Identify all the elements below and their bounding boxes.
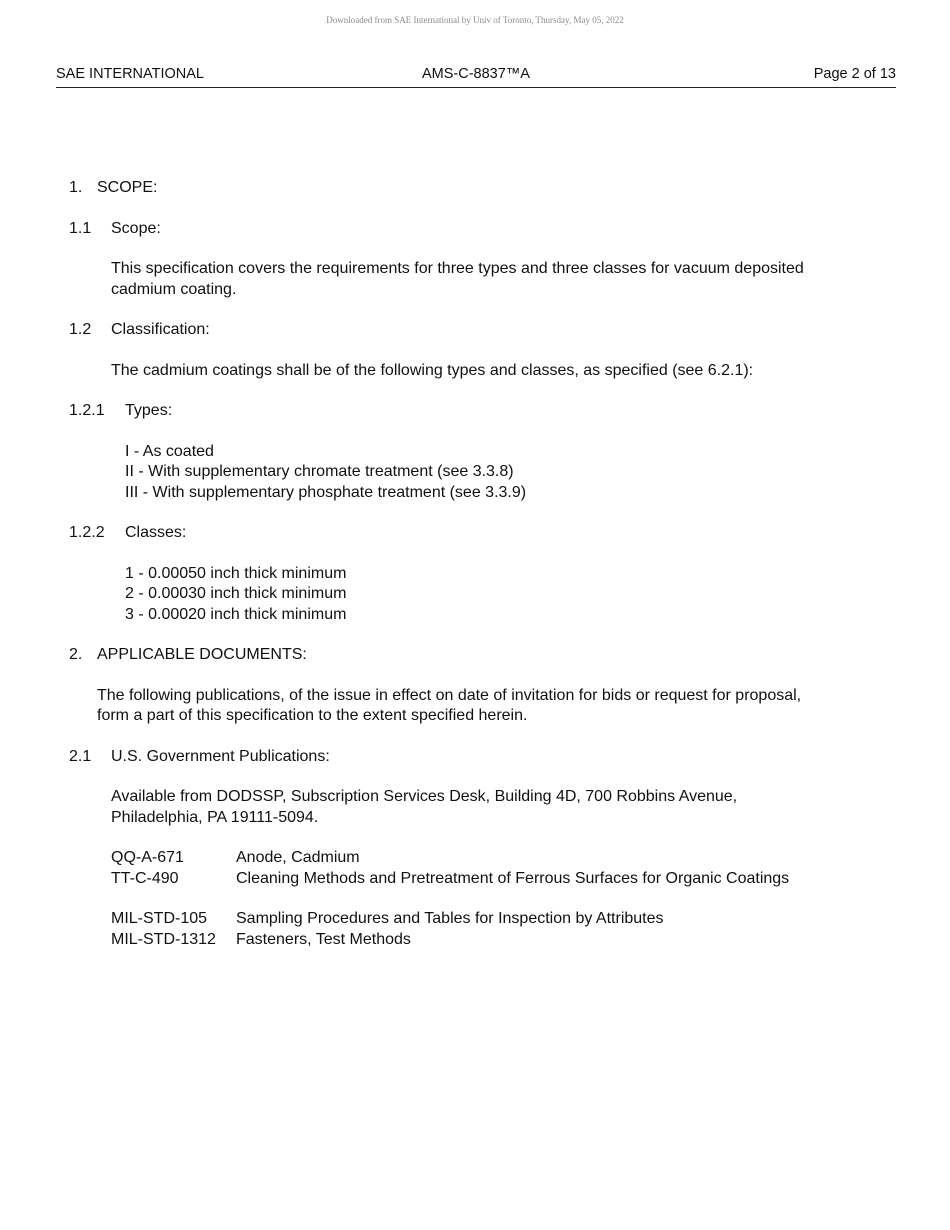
paragraph: The following publications, of the issue in effect on date of invitation for bids or request for proposal, form a part of this specification to the extent specified herein. <box>97 686 802 724</box>
section-title: Classification: <box>111 321 210 338</box>
list-item: 2 - 0.00030 inch thick minimum <box>125 585 347 602</box>
section-number: 2. <box>69 646 83 663</box>
reference-code: TT-C-490 <box>111 869 179 887</box>
section-number: 1.2.2 <box>69 524 105 541</box>
section-heading <box>69 523 889 544</box>
reference-title: Fasteners, Test Methods <box>236 930 411 948</box>
section-number: 1. <box>69 179 83 196</box>
list-item: I - As coated <box>125 442 214 460</box>
section-number: 1.2.1 <box>69 402 105 419</box>
section-title: Classes: <box>125 524 187 541</box>
types-list <box>69 442 889 504</box>
reference-list <box>69 848 889 950</box>
document-id: AMS-C-8837™A <box>422 66 530 82</box>
paragraph: This specification covers the requirements for three types and three classes for vacuum deposited cadmium coating. <box>111 260 804 298</box>
page-number: Page 2 of 13 <box>813 66 896 82</box>
reference-row <box>111 848 889 869</box>
list-item: III - With supplementary phosphate treatment (see 3.3.9) <box>125 483 527 501</box>
section-number: 1.2 <box>69 321 92 338</box>
reference-title: Sampling Procedures and Tables for Inspection by Attributes <box>236 910 664 927</box>
section-heading <box>69 219 889 240</box>
reference-row <box>111 909 889 930</box>
page-header <box>56 66 896 88</box>
reference-code: MIL-STD-105 <box>111 910 208 927</box>
reference-title: Anode, Cadmium <box>236 849 360 866</box>
section-number: 1.1 <box>69 219 92 237</box>
section-heading <box>69 645 889 666</box>
reference-row <box>111 869 889 890</box>
reference-code: MIL-STD-1312 <box>111 930 216 948</box>
list-item: 1 - 0.00050 inch thick minimum <box>125 564 347 582</box>
section-title: Types: <box>125 402 173 419</box>
list-item: 3 - 0.00020 inch thick minimum <box>125 605 347 623</box>
list-item: II - With supplementary chromate treatment (see 3.3.8) <box>125 463 514 480</box>
reference-title: Cleaning Methods and Pretreatment of Ferrous Surfaces for Organic Coatings <box>236 869 790 887</box>
download-watermark: Downloaded from SAE International by Univ of Toronto, Thursday, May 05, 2022 <box>326 15 624 25</box>
section-heading <box>69 320 889 341</box>
section-title: APPLICABLE DOCUMENTS: <box>97 646 307 663</box>
section-heading <box>69 178 889 199</box>
organization-name: SAE INTERNATIONAL <box>56 66 204 82</box>
section-number: 2.1 <box>69 747 92 765</box>
document-body <box>69 178 889 950</box>
section-title: SCOPE: <box>97 179 158 196</box>
section-title: U.S. Government Publications: <box>111 747 330 765</box>
paragraph: Available from DODSSP, Subscription Services Desk, Building 4D, 700 Robbins Avenue, Philadelphia, PA 19111-5094. <box>111 788 738 826</box>
classes-list <box>69 564 889 626</box>
section-heading <box>69 747 889 768</box>
reference-row <box>111 930 889 951</box>
section-title: Scope: <box>111 219 161 237</box>
section-heading <box>69 401 889 422</box>
paragraph: The cadmium coatings shall be of the following types and classes, as specified (see 6.2.1): <box>111 361 754 379</box>
reference-code: QQ-A-671 <box>111 849 184 866</box>
